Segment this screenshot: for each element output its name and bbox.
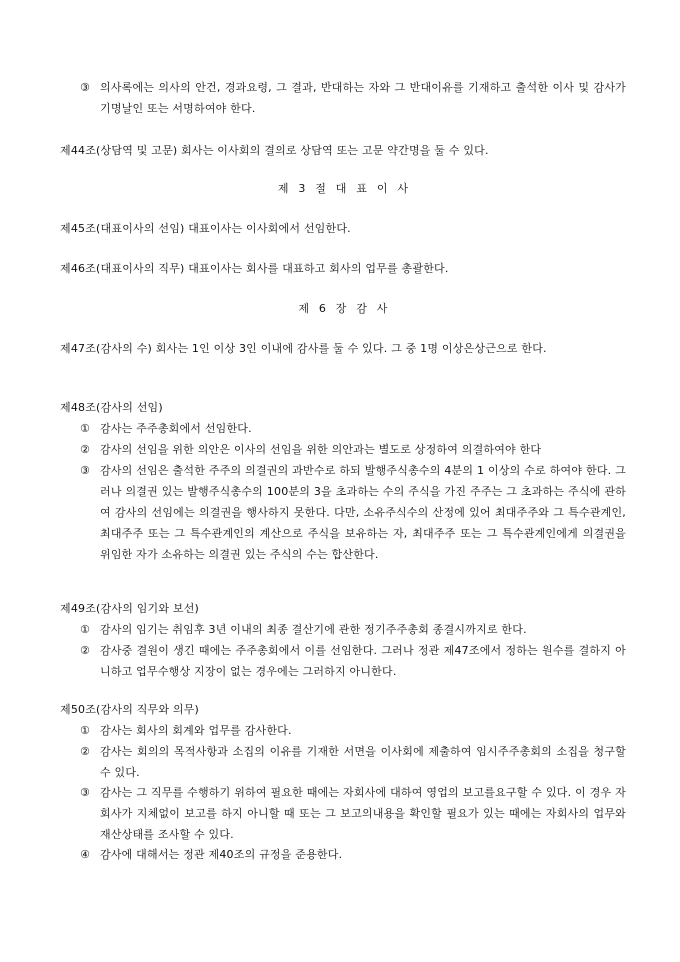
item-marker: ② xyxy=(80,745,91,758)
article-43-item-3 xyxy=(80,77,626,119)
article-48-title: 제48조(감사의 선임) xyxy=(60,401,163,414)
article-50-item-2 xyxy=(80,741,626,783)
item-text: 감사의 임기는 취임후 3년 이내의 최종 결산기에 관한 정기주주총회 종결시까지로 한다. xyxy=(100,623,527,636)
item-text: 감사중 결원이 생긴 때에는 주주총회에서 이를 선임한다. 그러나 정관 제47조에서 정하는 원수를 결하지 아니하고 업무수행상 지장이 없는 경우에는 그러하지 아니한다. xyxy=(100,644,626,678)
article-48-item-2 xyxy=(80,439,626,460)
item-text: 의사록에는 의사의 안건, 경과요령, 그 결과, 반대하는 자와 그 반대이유를 기재하고 출석한 이사 및 감사가 기명날인 또는 서명하여야 한다. xyxy=(100,81,626,115)
item-text: 감사에 대해서는 정관 제40조의 규정을 준용한다. xyxy=(100,848,343,861)
item-marker: ③ xyxy=(80,464,91,477)
article-50-item-3 xyxy=(80,782,626,845)
article-49-title: 제49조(감사의 임기와 보선) xyxy=(60,602,200,615)
article-45: 제45조(대표이사의 선임) 대표이사는 이사회에서 선임한다. xyxy=(60,222,351,235)
article-44: 제44조(상담역 및 고문) 회사는 이사회의 결의로 상담역 또는 고문 약간명을 둘 수 있다. xyxy=(60,144,489,157)
section-3-heading: 제 3 절 대 표 이 사 xyxy=(277,182,409,195)
article-48-item-3 xyxy=(80,460,626,565)
item-marker: ③ xyxy=(80,81,91,94)
item-marker: ① xyxy=(80,623,91,636)
article-50-item-1 xyxy=(80,720,626,741)
item-marker: ① xyxy=(80,422,91,435)
article-49-item-2 xyxy=(80,640,626,682)
item-marker: ② xyxy=(80,443,91,456)
article-48-item-1 xyxy=(80,418,626,439)
item-marker: ① xyxy=(80,724,91,737)
article-47: 제47조(감사의 수) 회사는 1인 이상 3인 이내에 감사를 둘 수 있다. 그 중 1명 이상은상근으로 한다. xyxy=(60,342,547,355)
article-50-title: 제50조(감사의 직무와 의무) xyxy=(60,703,200,716)
item-text: 감사는 회의의 목적사항과 소집의 이유를 기재한 서면을 이사회에 제출하여 임시주주총회의 소집을 청구할 수 있다. xyxy=(100,745,626,779)
item-marker: ③ xyxy=(80,786,91,799)
article-46: 제46조(대표이사의 직무) 대표이사는 회사를 대표하고 회사의 업무를 총괄한다. xyxy=(60,262,449,275)
item-text: 감사는 그 직무를 수행하기 위하여 필요한 때에는 자회사에 대하여 영업의 보고를요구할 수 있다. 이 경우 자회사가 지체없이 보고를 하지 아니할 때 또는 그 보고의내용을 확인할 필요가 있는 때에는 자회사의 업무와 재산상태를 조사할 수 있다. xyxy=(100,786,626,841)
article-49-item-1 xyxy=(80,619,626,640)
item-text: 감사는 회사의 회계와 업무를 감사한다. xyxy=(100,724,292,737)
item-text: 감사의 선임은 출석한 주주의 의결권의 과반수로 하되 발행주식총수의 4분의 1 이상의 수로 하여야 한다. 그러나 의결권 있는 발행주식총수의 100분의 3을 초과하는 수의 주식을 가진 주주는 그 초과하는 주식에 관하여 감사의 선임에는 의결권을 행사하지 못한다. 다만, 소유주식수의 산정에 있어 최대주주와 그 특수관계인, 최대주주 또는 그 특수관계인의 계산으로 주식을 보유하는 자, 최대주주 또는 그 특수관계인에게 의결권을 위임한 자가 소유하는 의결권 있는 주식의 수는 합산한다. xyxy=(100,464,626,561)
item-marker: ④ xyxy=(80,848,91,861)
chapter-6-heading: 제 6 장 감 사 xyxy=(298,302,388,315)
article-50-item-4 xyxy=(80,844,626,865)
item-text: 감사는 주주총회에서 선임한다. xyxy=(100,422,252,435)
item-text: 감사의 선임을 위한 의안은 이사의 선임을 위한 의안과는 별도로 상정하여 의결하여야 한다 xyxy=(100,443,542,456)
item-marker: ② xyxy=(80,644,91,657)
